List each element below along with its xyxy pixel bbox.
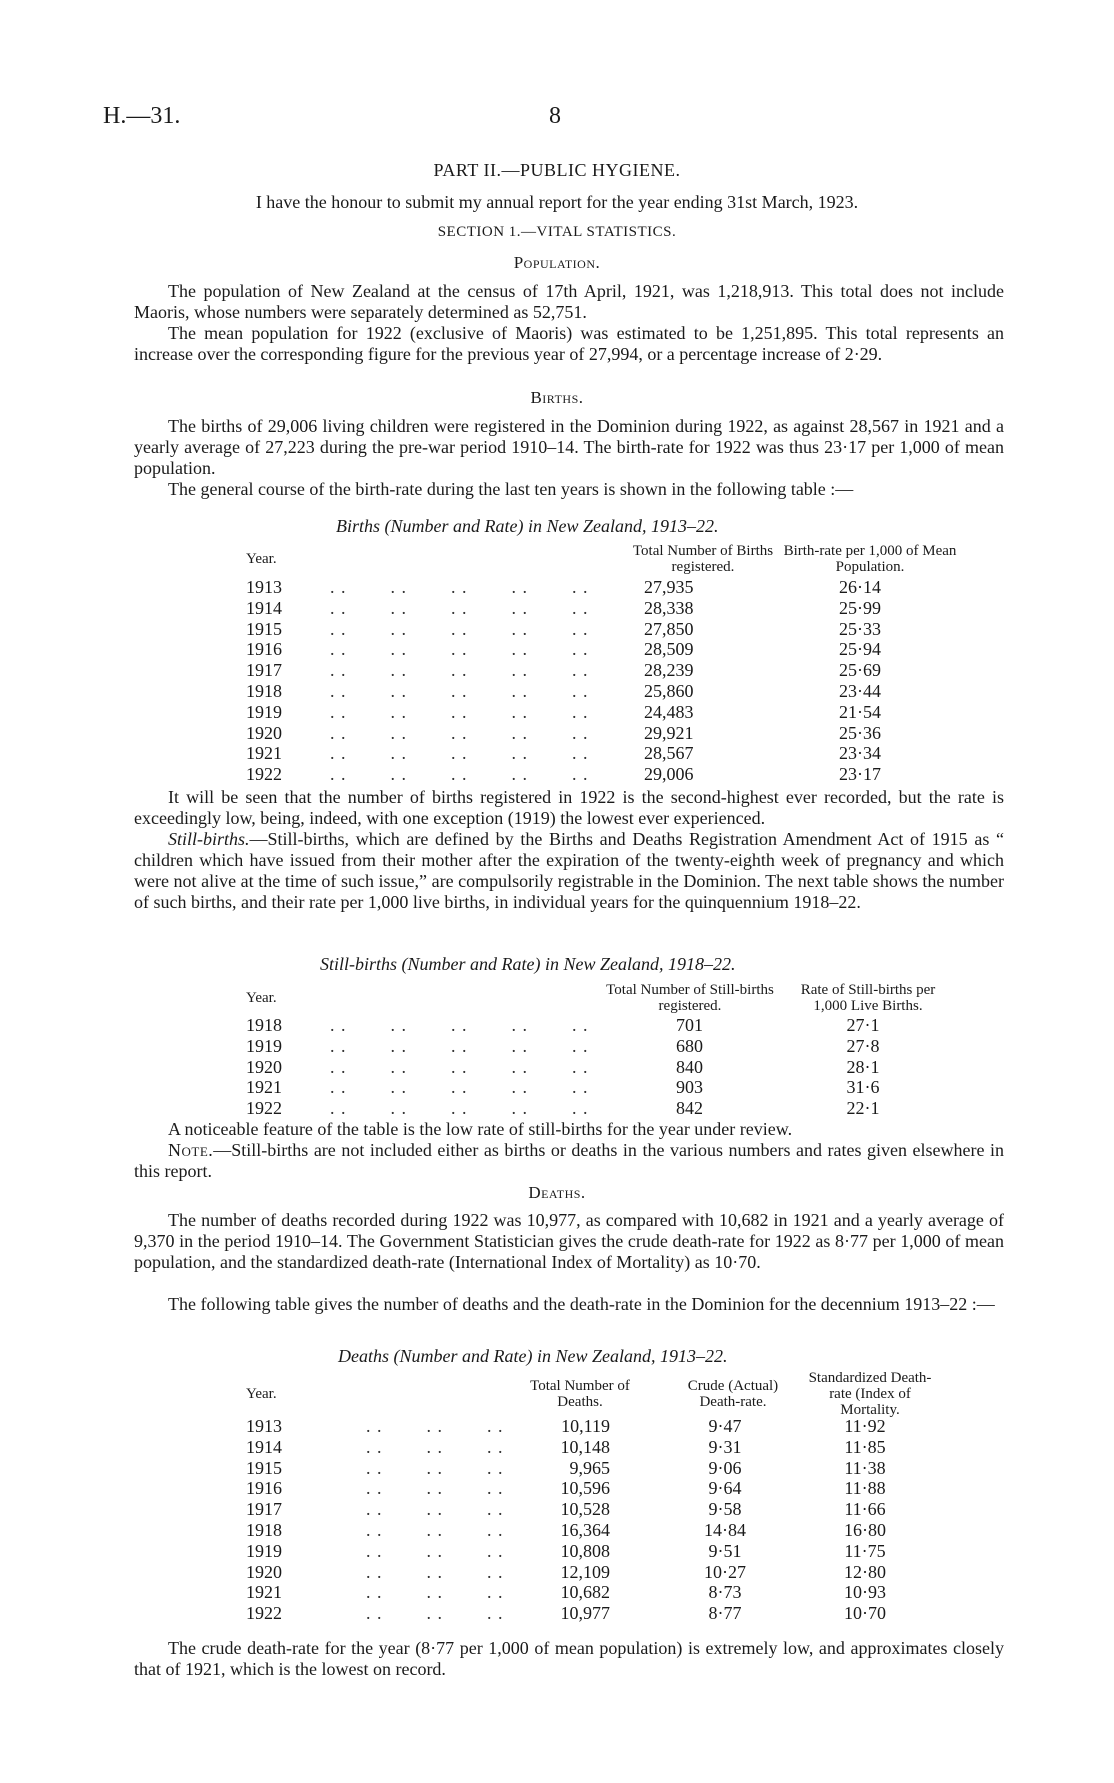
total-cell: 10,682 xyxy=(560,1582,610,1603)
stillbirths-table-caption: Still-births (Number and Rate) in New Zealand, 1918–22. xyxy=(320,954,736,974)
standardized-rate-cell: 11·38 xyxy=(844,1457,886,1478)
deaths-heading: Deaths. xyxy=(528,1183,586,1202)
leader-dots: . . . . . . . . . . xyxy=(330,660,589,681)
stillbirths-col-rate: Rate of Still-births per 1,000 Live Births. xyxy=(800,982,936,1014)
population-text-2: The mean population for 1922 (exclusive of Maoris) was estimated to be 1,251,895. This total represents an increase over the corresponding figure for the previous year of 27,994, or a percentage increase of 2·29. xyxy=(134,323,1004,364)
leader-dots: . . . . . . . . . . xyxy=(330,618,589,639)
standardized-rate-cell: 11·92 xyxy=(844,1416,886,1436)
year-cell: 1919 xyxy=(246,701,282,722)
total-cell: 10,148 xyxy=(560,1436,610,1457)
deaths-col-total: Total Number of Deaths. xyxy=(530,1378,630,1410)
leader-dots: . . . . . . . . . . xyxy=(330,681,589,701)
stillbirths-paragraph-1 xyxy=(134,1119,1004,1140)
leader-dots: . . . . . . . . . . xyxy=(330,1098,589,1119)
leader-dots: . . . . . . . . . . xyxy=(330,577,589,597)
births-paragraph-1 xyxy=(134,416,1004,479)
deaths-paragraph-2 xyxy=(134,1294,1004,1315)
year-cell: 1915 xyxy=(246,1457,282,1478)
total-cell: 701 xyxy=(676,1015,703,1035)
rate-cell: 26·14 xyxy=(839,577,881,597)
year-cell: 1917 xyxy=(246,660,282,681)
deaths-paragraph-1 xyxy=(134,1210,1004,1273)
crude-rate-cell: 14·84 xyxy=(704,1520,746,1540)
year-cell: 1919 xyxy=(246,1540,282,1561)
births-text-1: The births of 29,006 living children were registered in the Dominion during 1922, as against 28,567 in 1921 and a yearly average of 27,223 during the pre-war period 1910–14. The birth-rate for 1922 was thus 23·17 per 1,000 of mean population. xyxy=(134,416,1004,478)
total-cell: 903 xyxy=(676,1077,703,1098)
births-paragraph-2 xyxy=(134,479,1004,500)
crude-rate-cell: 8·77 xyxy=(708,1603,742,1624)
year-cell: 1922 xyxy=(246,1098,282,1119)
year-cell: 1915 xyxy=(246,618,282,639)
births-col-year: Year. xyxy=(246,551,277,567)
year-cell: 1922 xyxy=(246,1603,282,1624)
intro-text: I have the honour to submit my annual report for the year ending 31st March, 1923. xyxy=(255,192,859,212)
total-cell: 28,338 xyxy=(644,597,694,618)
year-cell: 1920 xyxy=(246,1561,282,1582)
leader-dots: . . . . . . . . . . xyxy=(330,1015,589,1035)
stillbirths-paragraph-2 xyxy=(134,1140,1004,1182)
crude-rate-cell: 8·73 xyxy=(708,1582,742,1603)
rate-cell: 27·1 xyxy=(846,1015,880,1035)
leader-dots: . . . . . . . . . . xyxy=(330,639,589,660)
total-cell: 27,850 xyxy=(644,618,694,639)
rate-cell: 25·69 xyxy=(839,660,881,681)
year-cell: 1917 xyxy=(246,1499,282,1520)
total-cell: 840 xyxy=(676,1056,703,1077)
crude-rate-cell: 9·47 xyxy=(708,1416,742,1436)
standardized-rate-cell: 10·70 xyxy=(844,1603,886,1624)
total-cell: 28,567 xyxy=(644,743,694,764)
population-text-1: The population of New Zealand at the census of 17th April, 1921, was 1,218,913. This total does not include Maoris, whose numbers were separately determined as 52,751. xyxy=(134,281,1004,322)
total-cell: 10,977 xyxy=(560,1603,610,1624)
births-text-3: It will be seen that the number of births registered in 1922 is the second-highest ever recorded, but the rate is exceedingly low, being, indeed, with one exception (1919) the lowest ever experienced. xyxy=(134,787,1004,828)
leader-dots: . . . . . . . . . . xyxy=(330,764,589,785)
deaths-text-1: The number of deaths recorded during 1922 was 10,977, as compared with 10,682 in 1921 and a yearly average of 9,370 in the period 1910–14. The Government Statistician gives the crude death-rate for 1922 as 8·77 per 1,000 of mean population, and the standardized death-rate (International Index of Mortality) as 10·70. xyxy=(134,1210,1004,1272)
births-heading: Births. xyxy=(530,388,584,407)
standardized-rate-cell: 11·66 xyxy=(844,1499,886,1520)
total-cell: 29,921 xyxy=(644,722,694,743)
total-cell: 10,596 xyxy=(560,1478,610,1499)
total-cell: 680 xyxy=(676,1035,703,1056)
total-cell: 27,935 xyxy=(644,577,694,597)
year-cell: 1914 xyxy=(246,597,282,618)
stillbirths-col-total: Total Number of Still-births registered. xyxy=(606,982,774,1014)
year-cell: 1920 xyxy=(246,1056,282,1077)
part-title: PART II.—PUBLIC HYGIENE. xyxy=(433,160,681,180)
births-table-caption: Births (Number and Rate) in New Zealand, 1913–22. xyxy=(336,516,719,536)
leader-dots: . . . . . . . . . . xyxy=(330,597,589,618)
crude-rate-cell: 9·06 xyxy=(708,1457,742,1478)
total-cell: 25,860 xyxy=(644,681,694,701)
leader-dots: . . . . . . xyxy=(366,1540,504,1561)
total-cell: 10,119 xyxy=(561,1416,610,1436)
rate-cell: 31·6 xyxy=(846,1077,880,1098)
rate-cell: 23·34 xyxy=(839,743,881,764)
leader-dots: . . . . . . xyxy=(366,1416,504,1436)
crude-rate-cell: 10·27 xyxy=(704,1561,746,1582)
rate-cell: 22·1 xyxy=(846,1098,880,1119)
year-cell: 1913 xyxy=(246,1416,282,1436)
births-paragraph-4 xyxy=(134,829,1004,913)
leader-dots: . . . . . . xyxy=(366,1499,504,1520)
rate-cell: 23·17 xyxy=(839,764,881,785)
rate-cell: 21·54 xyxy=(839,701,881,722)
leader-dots: . . . . . . . . . . xyxy=(330,1035,589,1056)
standardized-rate-cell: 11·75 xyxy=(844,1540,886,1561)
leader-dots: . . . . . . xyxy=(366,1436,504,1457)
year-cell: 1918 xyxy=(246,1015,282,1035)
year-cell: 1919 xyxy=(246,1035,282,1056)
leader-dots: . . . . . . . . . . xyxy=(330,743,589,764)
year-cell: 1913 xyxy=(246,577,282,597)
total-cell: 842 xyxy=(676,1098,703,1119)
year-cell: 1918 xyxy=(246,1520,282,1540)
year-cell: 1914 xyxy=(246,1436,282,1457)
deaths-col-year: Year. xyxy=(246,1386,277,1402)
leader-dots: . . . . . . . . . . xyxy=(330,1056,589,1077)
stillbirths-text-1: A noticeable feature of the table is the low rate of still-births for the year under review. xyxy=(168,1119,793,1139)
leader-dots: . . . . . . xyxy=(366,1478,504,1499)
standardized-rate-cell: 11·88 xyxy=(844,1478,886,1499)
year-cell: 1922 xyxy=(246,764,282,785)
crude-rate-cell: 9·58 xyxy=(708,1499,742,1520)
rate-cell: 28·1 xyxy=(846,1056,880,1077)
rate-cell: 25·99 xyxy=(839,597,881,618)
population-paragraph-2 xyxy=(134,323,1004,365)
births-text-4: —Still-births, which are defined by the Births and Deaths Registration Amendment Act of 1915 as “ children which have issued from their mother after the expiration of the twenty-eighth week of pregnancy and which were not alive at the time of such issue,” are compulsorily registrable in the Dominion. The next table shows the number of such births, and their rate per 1,000 live births, in individual years for the quinquennium 1918–22. xyxy=(134,829,1004,912)
deaths-text-3: The crude death-rate for the year (8·77 per 1,000 of mean population) is extremely low, and approximates closely that of 1921, which is the lowest on record. xyxy=(134,1638,1004,1679)
leader-dots: . . . . . . . . . . xyxy=(330,701,589,722)
leader-dots: . . . . . . xyxy=(366,1520,504,1540)
year-cell: 1920 xyxy=(246,722,282,743)
total-cell: 28,239 xyxy=(644,660,694,681)
leader-dots: . . . . . . xyxy=(366,1582,504,1603)
leader-dots: . . . . . . . . . . xyxy=(330,722,589,743)
leader-dots: . . . . . . xyxy=(366,1603,504,1624)
standardized-rate-cell: 12·80 xyxy=(844,1561,886,1582)
rate-cell: 25·36 xyxy=(839,722,881,743)
section-title: SECTION 1.—VITAL STATISTICS. xyxy=(437,224,677,240)
deaths-text-2: The following table gives the number of deaths and the death-rate in the Dominion for the decennium 1913–22 :— xyxy=(168,1294,995,1314)
deaths-paragraph-3 xyxy=(134,1638,1004,1680)
rate-cell: 27·8 xyxy=(846,1035,880,1056)
crude-rate-cell: 9·64 xyxy=(708,1478,742,1499)
document-code: H.—31. xyxy=(103,103,181,129)
leader-dots: . . . . . . . . . . xyxy=(330,1077,589,1098)
population-paragraph-1 xyxy=(134,281,1004,323)
total-cell: 10,808 xyxy=(560,1540,610,1561)
standardized-rate-cell: 11·85 xyxy=(844,1436,886,1457)
rate-cell: 25·94 xyxy=(839,639,881,660)
year-cell: 1916 xyxy=(246,1478,282,1499)
year-cell: 1916 xyxy=(246,639,282,660)
deaths-table-caption: Deaths (Number and Rate) in New Zealand, 1913–22. xyxy=(338,1346,728,1366)
total-cell: 24,483 xyxy=(644,701,694,722)
year-cell: 1921 xyxy=(246,1582,282,1603)
rate-cell: 25·33 xyxy=(839,618,881,639)
births-col-rate: Birth-rate per 1,000 of Mean Population. xyxy=(783,543,957,575)
crude-rate-cell: 9·31 xyxy=(708,1436,742,1457)
year-cell: 1921 xyxy=(246,1077,282,1098)
leader-dots: . . . . . . xyxy=(366,1457,504,1478)
births-text-2: The general course of the birth-rate during the last ten years is shown in the following table :— xyxy=(168,479,854,499)
total-cell: 10,528 xyxy=(560,1499,610,1520)
crude-rate-cell: 9·51 xyxy=(708,1540,742,1561)
stillbirths-col-year: Year. xyxy=(246,990,277,1006)
total-cell: 9,965 xyxy=(569,1457,610,1478)
total-cell: 16,364 xyxy=(560,1520,610,1540)
deaths-col-crude: Crude (Actual) Death-rate. xyxy=(687,1378,779,1410)
year-cell: 1921 xyxy=(246,743,282,764)
deaths-col-std: Standardized Death-rate (Index of Mortality. xyxy=(808,1370,932,1418)
standardized-rate-cell: 16·80 xyxy=(844,1520,886,1540)
births-paragraph-3 xyxy=(134,787,1004,829)
standardized-rate-cell: 10·93 xyxy=(844,1582,886,1603)
total-cell: 28,509 xyxy=(644,639,694,660)
births-col-total: Total Number of Births registered. xyxy=(632,543,774,575)
stillbirths-label: Still-births. xyxy=(168,829,250,849)
note-label: Note. xyxy=(168,1140,214,1160)
page-number: 8 xyxy=(549,103,561,129)
rate-cell: 23·44 xyxy=(839,681,881,701)
stillbirths-text-2: —Still-births are not included either as births or deaths in the various numbers and rates given elsewhere in this report. xyxy=(134,1140,1004,1181)
leader-dots: . . . . . . xyxy=(366,1561,504,1582)
year-cell: 1918 xyxy=(246,681,282,701)
total-cell: 29,006 xyxy=(644,764,694,785)
population-heading: Population. xyxy=(513,253,601,272)
total-cell: 12,109 xyxy=(560,1561,610,1582)
